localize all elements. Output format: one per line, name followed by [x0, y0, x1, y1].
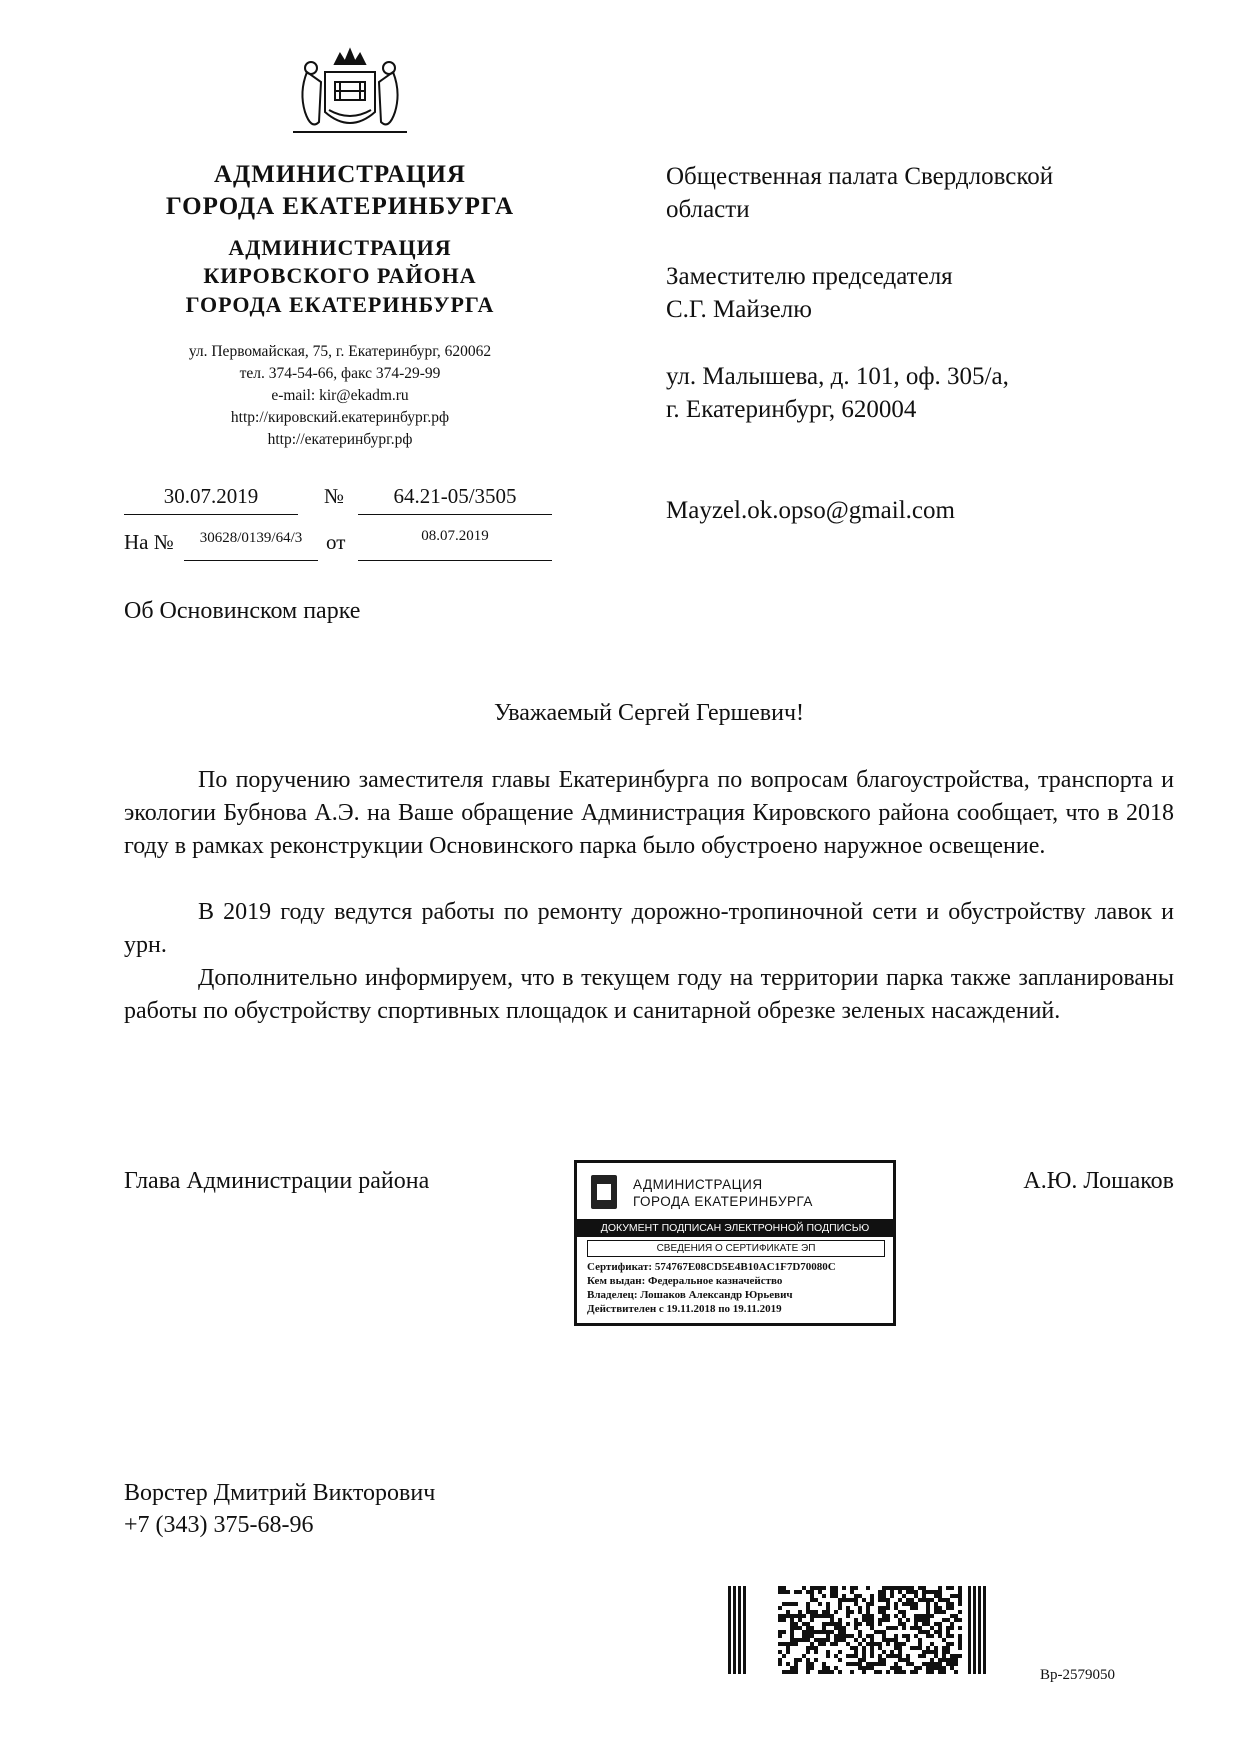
addressee-name: С.Г. Майзелю — [666, 296, 812, 323]
executor-name: Ворстер Дмитрий Викторович — [124, 1480, 436, 1506]
stamp-org-line2: ГОРОДА ЕКАТЕРИНБУРГА — [633, 1194, 813, 1209]
stamp-owner: Владелец: Лошаков Александр Юрьевич — [587, 1289, 793, 1301]
body-paragraph-1: По поручению заместителя главы Екатеринбурга по вопросам благоустройства, транспорта и экологии Бубнова А.Э. на Ваше обращение Администрация Кировского района сообщает, что в 2018 году в рамках реконструкции Основинского парка было обустроено наружное освещение. — [124, 767, 1174, 859]
addressee-org-line2: области — [666, 196, 750, 223]
contact-phone: тел. 374-54-66, факс 374-29-99 — [239, 365, 441, 382]
coat-of-arms-icon — [285, 42, 415, 140]
org-sub-line2: КИРОВСКОГО РАЙОНА — [203, 263, 477, 288]
stamp-certificate: Сертификат: 574767E08CD5E4B10AC1F7D70080C — [587, 1261, 836, 1273]
barcode-icon — [728, 1586, 996, 1674]
addressee-position: Заместителю председателя — [666, 263, 953, 290]
addressee-org-line1: Общественная палата Свердловской — [666, 163, 1054, 190]
reply-date: 08.07.2019 — [421, 528, 489, 544]
contact-site-city: http://екатеринбург.рф — [267, 431, 413, 448]
signatory-position: Глава Администрации района — [124, 1168, 430, 1194]
org-main-line2: ГОРОДА ЕКАТЕРИНБУРГА — [165, 193, 515, 220]
electronic-signature-stamp — [574, 1160, 896, 1326]
reg-number: 64.21-05/3505 — [393, 484, 517, 508]
executor-phone: +7 (343) 375-68-96 — [124, 1512, 314, 1538]
reg-number-field — [358, 484, 552, 515]
stamp-valid: Действителен с 19.11.2018 по 19.11.2019 — [587, 1303, 782, 1315]
addressee-email: Mayzel.ok.opso@gmail.com — [666, 497, 955, 524]
stamp-emblem-icon — [591, 1175, 617, 1209]
reg-date: 30.07.2019 — [163, 484, 259, 508]
reply-from-label: от — [326, 530, 346, 554]
body-paragraph-3: Дополнительно информируем, что в текущем году на территории парка также запланированы работы по обустройству спортивных площадок и санитарной обрезке зеленых насаждений. — [124, 965, 1174, 1024]
org-main-line1: АДМИНИСТРАЦИЯ — [214, 161, 466, 188]
signatory-name: А.Ю. Лошаков — [1023, 1168, 1174, 1194]
reg-date-field — [124, 484, 298, 515]
org-sub-line1: АДМИНИСТРАЦИЯ — [228, 235, 452, 260]
stamp-org-line1: АДМИНИСТРАЦИЯ — [633, 1177, 763, 1192]
addressee-address-line1: ул. Малышева, д. 101, оф. 305/а, — [666, 363, 1009, 390]
stamp-banner: ДОКУМЕНТ ПОДПИСАН ЭЛЕКТРОННОЙ ПОДПИСЬЮ — [577, 1219, 893, 1237]
stamp-subbanner: СВЕДЕНИЯ О СЕРТИФИКАТЕ ЭП — [587, 1240, 885, 1257]
letter-greeting: Уважаемый Сергей Гершевич! — [493, 700, 805, 726]
barcode-number: Вр-2579050 — [1040, 1667, 1115, 1683]
contact-site-district: http://кировский.екатеринбург.рф — [230, 409, 450, 426]
reg-number-label: № — [324, 484, 345, 508]
addressee-address-line2: г. Екатеринбург, 620004 — [666, 396, 917, 423]
stamp-issued-by: Кем выдан: Федеральное казначейство — [587, 1275, 783, 1287]
org-sub-line3: ГОРОДА ЕКАТЕРИНБУРГА — [185, 292, 495, 317]
body-paragraph-2: В 2019 году ведутся работы по ремонту дорожно-тропиночной сети и обустройству лавок и урн. — [124, 899, 1174, 958]
letter-subject: Об Основинском парке — [124, 598, 361, 624]
contact-address: ул. Первомайская, 75, г. Екатеринбург, 620062 — [188, 343, 492, 360]
reply-number-label: На № — [124, 530, 174, 554]
reply-date-field — [358, 526, 552, 561]
reply-number-field — [184, 526, 318, 561]
reply-number: 30628/0139/64/3 — [199, 530, 303, 546]
contact-email: e-mail: kir@ekadm.ru — [271, 387, 409, 404]
